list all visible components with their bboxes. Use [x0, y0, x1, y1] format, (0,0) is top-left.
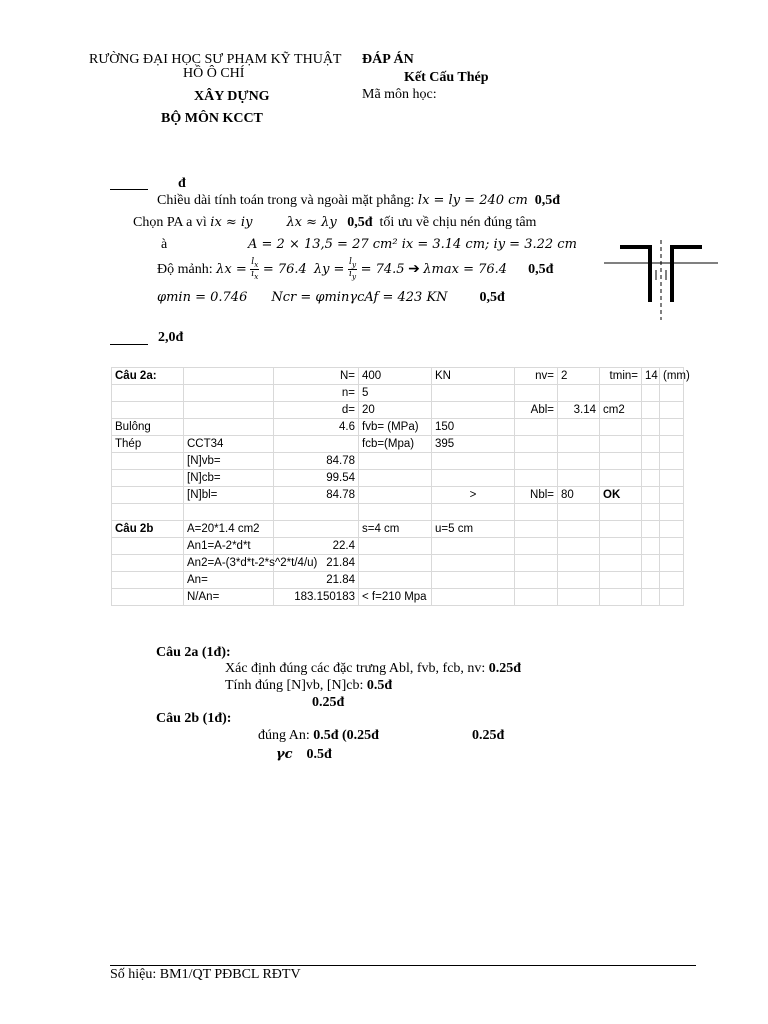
table-cell	[558, 504, 600, 521]
table-cell	[660, 402, 684, 419]
table-cell	[642, 436, 660, 453]
table-cell	[432, 572, 515, 589]
table-cell	[112, 504, 184, 521]
table-cell: 150	[432, 419, 515, 436]
footer-doc-code: Số hiệu: BM1/QT PĐBCL RĐTV	[110, 967, 301, 982]
rubric-q2b-line1-points: 0.5đ (0.25đ	[313, 728, 379, 743]
table-cell: KN	[432, 368, 515, 385]
rubric-q2a-line1-text: Xác định đúng các đặc trưng Abl, fvb, fcb, nv:	[225, 661, 489, 676]
table-cell	[600, 555, 642, 572]
right-angle-shape	[670, 245, 702, 302]
rubric-q2b-line1-text: đúng An:	[258, 728, 314, 743]
table-cell	[558, 572, 600, 589]
table-cell	[642, 538, 660, 555]
table-cell: 84.78	[274, 487, 359, 504]
gamma-c-symbol: γc	[276, 747, 293, 762]
table-cell: fvb= (MPa)	[359, 419, 432, 436]
table-cell	[432, 589, 515, 606]
q1-line5-phi: φmin = 0.746	[157, 290, 248, 305]
table-cell: d=	[274, 402, 359, 419]
q1-line4-arrow: ➔	[408, 262, 420, 277]
q1-line2-text: Chọn PA a vì	[133, 215, 211, 230]
table-cell	[515, 555, 558, 572]
table-row	[112, 453, 684, 470]
rubric-q2b-line1	[258, 728, 379, 744]
table-cell	[515, 504, 558, 521]
table-cell: An2=A-(3*d*t-2*s^2*t/4/u)	[184, 555, 274, 572]
table-cell	[274, 436, 359, 453]
table-cell: < f=210 Mpa	[359, 589, 432, 606]
table-cell	[359, 572, 432, 589]
q1-line-choice	[133, 215, 536, 231]
table-cell	[432, 385, 515, 402]
q1-line5-ncr: Ncr = φminγcAf = 423 KN	[271, 290, 448, 305]
table-cell	[660, 521, 684, 538]
table-cell: 5	[359, 385, 432, 402]
table-cell	[359, 470, 432, 487]
table-cell: Thép	[112, 436, 184, 453]
table-row	[112, 368, 684, 385]
rubric-q2b-line2-points: 0.5đ	[306, 747, 332, 762]
q1-frac-ly-iy: $\frac{l_y}{i_y}$	[348, 257, 357, 282]
rubric-q2b-title: Câu 2b (1đ):	[156, 711, 232, 726]
table-cell	[112, 385, 184, 402]
document-type: ĐÁP ÁN	[362, 52, 414, 67]
table-cell	[600, 470, 642, 487]
q1-score-mark: đ	[178, 176, 186, 191]
table-cell	[184, 368, 274, 385]
left-angle-shape	[620, 245, 652, 302]
table-cell: A=20*1.4 cm2	[184, 521, 274, 538]
table-cell	[600, 436, 642, 453]
table-cell: 14	[642, 368, 660, 385]
table-row	[112, 555, 684, 572]
table-cell	[112, 589, 184, 606]
table-cell	[642, 385, 660, 402]
q1-line-effective-length	[157, 193, 560, 209]
table-cell: Bulông	[112, 419, 184, 436]
q1-line1-text: Chiều dài tính toán trong và ngoài mặt phẳng:	[157, 193, 418, 208]
faculty-name: XÂY DỰNG	[194, 89, 270, 104]
table-cell	[660, 436, 684, 453]
q1-line4-lx-val: = 76.4	[262, 262, 307, 277]
q1-line-critical-force	[157, 290, 505, 306]
table-cell	[112, 538, 184, 555]
table-cell	[642, 504, 660, 521]
table-cell	[432, 402, 515, 419]
table-cell: 21.84	[274, 572, 359, 589]
table-cell	[642, 470, 660, 487]
table-cell	[660, 555, 684, 572]
table-cell: cm2	[600, 402, 642, 419]
q1-line4-lx: λx =	[216, 262, 247, 277]
table-cell: 183.150183	[274, 589, 359, 606]
table-row	[112, 521, 684, 538]
table-cell	[432, 453, 515, 470]
table-cell	[184, 504, 274, 521]
table-row	[112, 487, 684, 504]
table-cell	[600, 538, 642, 555]
rubric-q2a-line2-text: Tính đúng [N]vb, [N]cb:	[225, 678, 367, 693]
table-cell	[274, 521, 359, 538]
q1-underline	[110, 189, 148, 190]
table-cell	[515, 538, 558, 555]
table-cell	[600, 385, 642, 402]
table-row	[112, 385, 684, 402]
table-cell	[112, 453, 184, 470]
table-row	[112, 419, 684, 436]
table-row	[112, 470, 684, 487]
table-cell	[515, 470, 558, 487]
table-cell	[432, 470, 515, 487]
rubric-q2b-line1-points2: 0.25đ	[472, 728, 505, 743]
footer-rule	[110, 965, 696, 966]
table-cell: N=	[274, 368, 359, 385]
table-cell	[642, 487, 660, 504]
table-cell	[359, 504, 432, 521]
table-cell	[112, 555, 184, 572]
table-cell	[642, 419, 660, 436]
table-row	[112, 504, 684, 521]
table-cell: tmin=	[600, 368, 642, 385]
table-cell	[112, 470, 184, 487]
q1-line4-ly-val: = 74.5	[360, 262, 405, 277]
table-row	[112, 538, 684, 555]
table-cell	[558, 453, 600, 470]
table-cell	[274, 504, 359, 521]
q1-line1-formula: lx = ly = 240 cm	[417, 193, 528, 208]
q1-line4-ly: λy =	[313, 262, 345, 277]
q1-line2-points: 0,5đ	[347, 215, 373, 230]
q2-underline	[110, 344, 148, 345]
table-cell	[642, 402, 660, 419]
table-cell: fcb=(Mpa)	[359, 436, 432, 453]
rubric-q2a-line2-points: 0.5đ	[366, 678, 393, 693]
double-angle-section-diagram	[604, 240, 718, 320]
table-cell: Câu 2b	[112, 521, 184, 538]
q1-line-slenderness	[157, 258, 553, 282]
table-cell: (mm)	[660, 368, 684, 385]
table-cell	[642, 453, 660, 470]
q1-line4-points: 0,5đ	[528, 262, 554, 277]
table-cell	[600, 572, 642, 589]
table-cell	[558, 521, 600, 538]
rubric-q2b-line2	[276, 747, 332, 763]
table-cell: s=4 cm	[359, 521, 432, 538]
table-cell	[359, 538, 432, 555]
table-cell	[558, 589, 600, 606]
table-cell	[558, 470, 600, 487]
table-cell	[184, 402, 274, 419]
table-cell: u=5 cm	[432, 521, 515, 538]
table-cell	[660, 419, 684, 436]
calculation-spreadsheet	[111, 367, 690, 606]
subject-name: Kết Cấu Thép	[404, 70, 489, 85]
course-code-label: Mã môn học:	[362, 87, 437, 102]
table-cell	[600, 504, 642, 521]
table-cell	[600, 453, 642, 470]
q1-line1-points: 0,5đ	[534, 193, 561, 208]
table-cell: An=	[184, 572, 274, 589]
table-row	[112, 572, 684, 589]
table-cell	[359, 453, 432, 470]
table-cell: [N]bl=	[184, 487, 274, 504]
table-cell: n=	[274, 385, 359, 402]
rubric-q2a-line3-points: 0.25đ	[312, 695, 345, 710]
table-cell: 99.54	[274, 470, 359, 487]
table-cell	[660, 470, 684, 487]
table-cell	[660, 453, 684, 470]
table-cell: [N]vb=	[184, 453, 274, 470]
table-cell	[642, 521, 660, 538]
q1-line2-formula-a: ix ≈ iy	[210, 215, 253, 230]
table-cell: 22.4	[274, 538, 359, 555]
table-cell	[112, 572, 184, 589]
table-cell	[515, 453, 558, 470]
table-cell	[432, 538, 515, 555]
table-cell	[515, 589, 558, 606]
rubric-q2a-line1-points: 0.25đ	[488, 661, 522, 676]
table-cell	[600, 419, 642, 436]
table-cell: CCT34	[184, 436, 274, 453]
table-cell: nv=	[515, 368, 558, 385]
table-row	[112, 589, 684, 606]
table-cell	[515, 572, 558, 589]
table-cell	[600, 521, 642, 538]
q1-frac-lx-ix: $\frac{l_x}{i_x}$	[251, 257, 259, 282]
table-cell: Câu 2a:	[112, 368, 184, 385]
table-cell	[112, 402, 184, 419]
q1-line4-text: Độ mảnh:	[157, 262, 217, 277]
table-cell: 21.84	[274, 555, 359, 572]
table-cell: Nbl=	[515, 487, 558, 504]
school-name-line1: RƯỜNG ĐẠI HỌC SƯ PHẠM KỸ THUẬT	[89, 52, 342, 67]
table-cell: Abl=	[515, 402, 558, 419]
table-cell	[558, 436, 600, 453]
table-cell: N/An=	[184, 589, 274, 606]
q1-line3-prefix: à	[161, 237, 168, 252]
rubric-q2a-line2	[225, 678, 392, 694]
table-cell	[600, 589, 642, 606]
table-cell	[660, 385, 684, 402]
table-row	[112, 402, 684, 419]
table-cell	[184, 385, 274, 402]
table-cell	[515, 521, 558, 538]
rubric-q2a-title: Câu 2a (1đ):	[156, 645, 231, 660]
table-cell: 3.14	[558, 402, 600, 419]
table-cell: 2	[558, 368, 600, 385]
table-cell: 20	[359, 402, 432, 419]
q2-score: 2,0đ	[158, 330, 184, 345]
table-cell	[359, 487, 432, 504]
rubric-q2a-line1	[225, 661, 521, 677]
table-cell	[515, 419, 558, 436]
table-cell	[642, 572, 660, 589]
table-cell	[558, 555, 600, 572]
school-name-line2: HỒ Ô CHÍ	[183, 66, 245, 81]
table-cell	[642, 555, 660, 572]
table-cell	[558, 538, 600, 555]
department-name: BỘ MÔN KCCT	[161, 111, 263, 126]
table-cell	[515, 436, 558, 453]
table-cell	[432, 555, 515, 572]
table-cell	[359, 555, 432, 572]
table-cell: >	[432, 487, 515, 504]
table-cell: An1=A-2*d*t	[184, 538, 274, 555]
table-cell: 4.6	[274, 419, 359, 436]
table-cell	[432, 504, 515, 521]
table-cell: 84.78	[274, 453, 359, 470]
q1-line3-formula: A = 2 × 13,5 = 27 cm² ix = 3.14 cm; iy = 3.22 cm	[248, 237, 577, 252]
q1-line4-lmax: λmax = 76.4	[423, 262, 508, 277]
table-cell	[184, 419, 274, 436]
table-cell	[660, 589, 684, 606]
table-cell: [N]cb=	[184, 470, 274, 487]
table-cell	[515, 385, 558, 402]
table-cell	[660, 504, 684, 521]
table-cell	[642, 589, 660, 606]
table-cell	[660, 487, 684, 504]
table-cell: OK	[600, 487, 642, 504]
table-row	[112, 436, 684, 453]
table-cell	[558, 385, 600, 402]
table-cell	[558, 419, 600, 436]
q1-line2-tail: tối ưu về chịu nén đúng tâm	[379, 215, 537, 230]
table-cell	[660, 572, 684, 589]
table-cell: 400	[359, 368, 432, 385]
q1-line5-points: 0,5đ	[479, 290, 505, 305]
table-cell: 80	[558, 487, 600, 504]
table-cell	[660, 538, 684, 555]
table-cell: 395	[432, 436, 515, 453]
q1-line2-formula-b: λx ≈ λy	[286, 215, 337, 230]
table-cell	[112, 487, 184, 504]
